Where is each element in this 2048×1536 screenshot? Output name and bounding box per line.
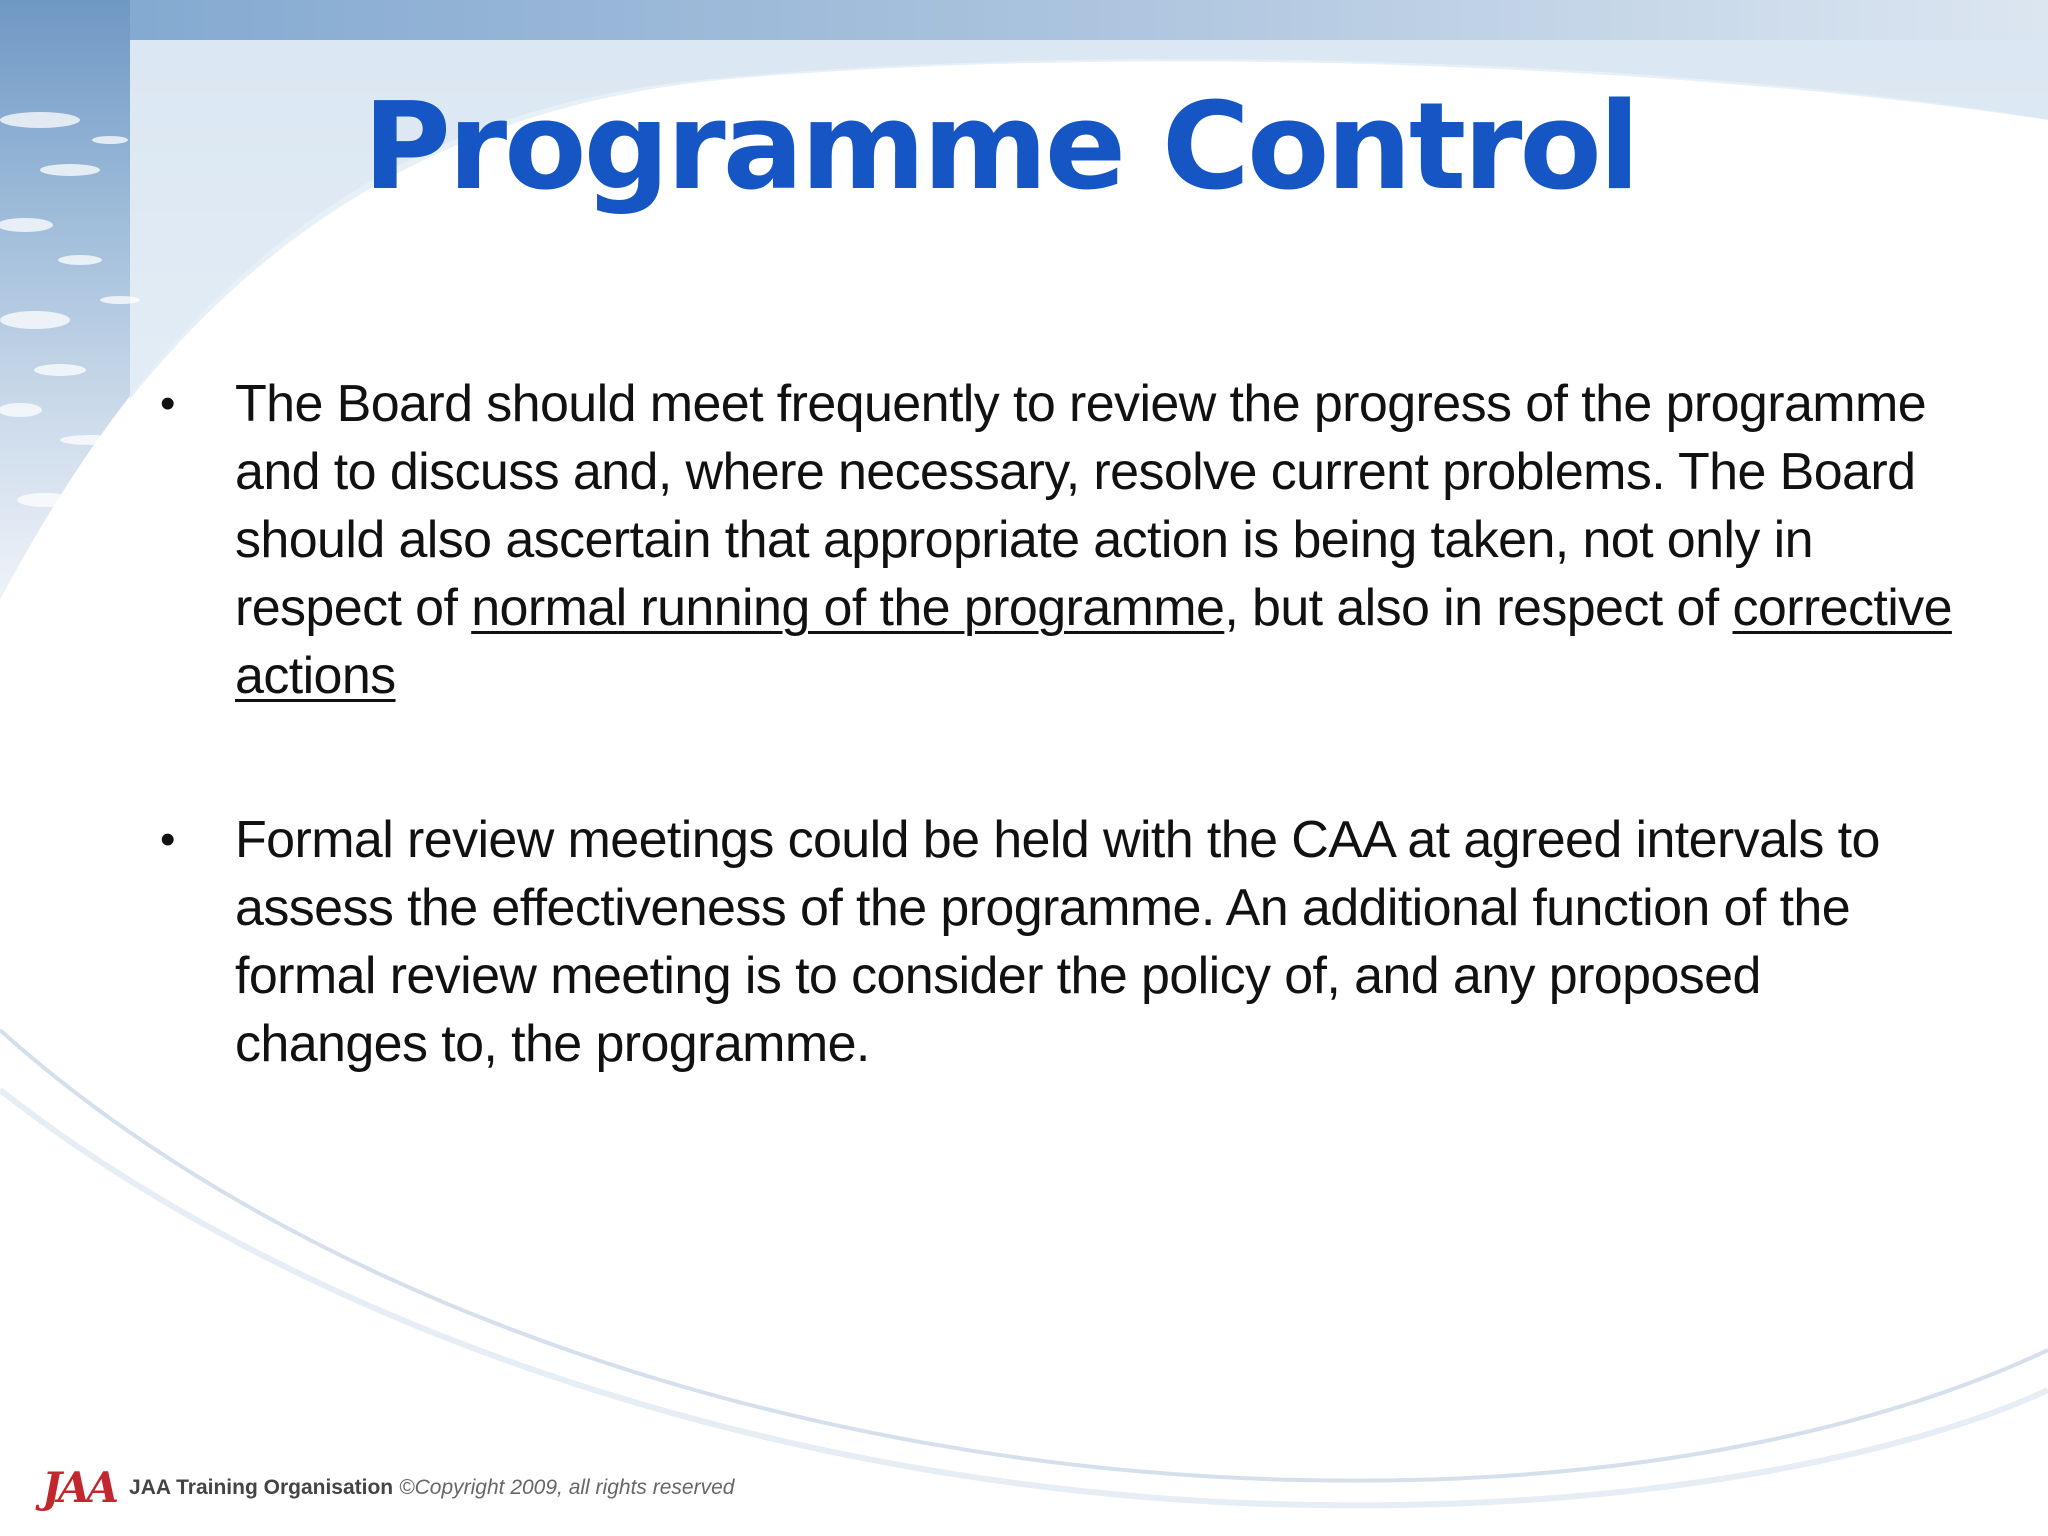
- underlined-phrase: corrective actions: [235, 579, 1952, 705]
- copyright-notice: ©Copyright 2009, all rights reserved: [399, 1476, 735, 1499]
- underlined-phrase: normal running of the programme: [471, 579, 1225, 637]
- bullet-text: , but also in respect of: [1224, 579, 1733, 637]
- bullet-item: [160, 806, 1960, 1078]
- bullet-item: [160, 370, 1960, 710]
- bullet-text: Formal review meetings could be held with the CAA at agreed intervals to assess the effectiveness of the programme. An additional function of the formal review meeting is to consider the policy of, and any proposed changes to, the programme.: [235, 811, 1880, 1073]
- bullet-marker: •: [160, 815, 175, 864]
- bullet-marker: •: [160, 379, 175, 428]
- bullet-text: The Board should meet frequently to review the progress of the programme and to discuss and, where necessary, resolve current problems. The Board should also ascertain that appropriate action is being taken, not only in respect of: [235, 375, 1927, 637]
- footer: [42, 1463, 735, 1512]
- bullet-list: [160, 370, 1960, 1078]
- jaa-logo: JAA: [42, 1463, 116, 1512]
- slide-title: Programme Control: [363, 78, 1637, 217]
- organisation-name: JAA Training Organisation: [129, 1476, 394, 1499]
